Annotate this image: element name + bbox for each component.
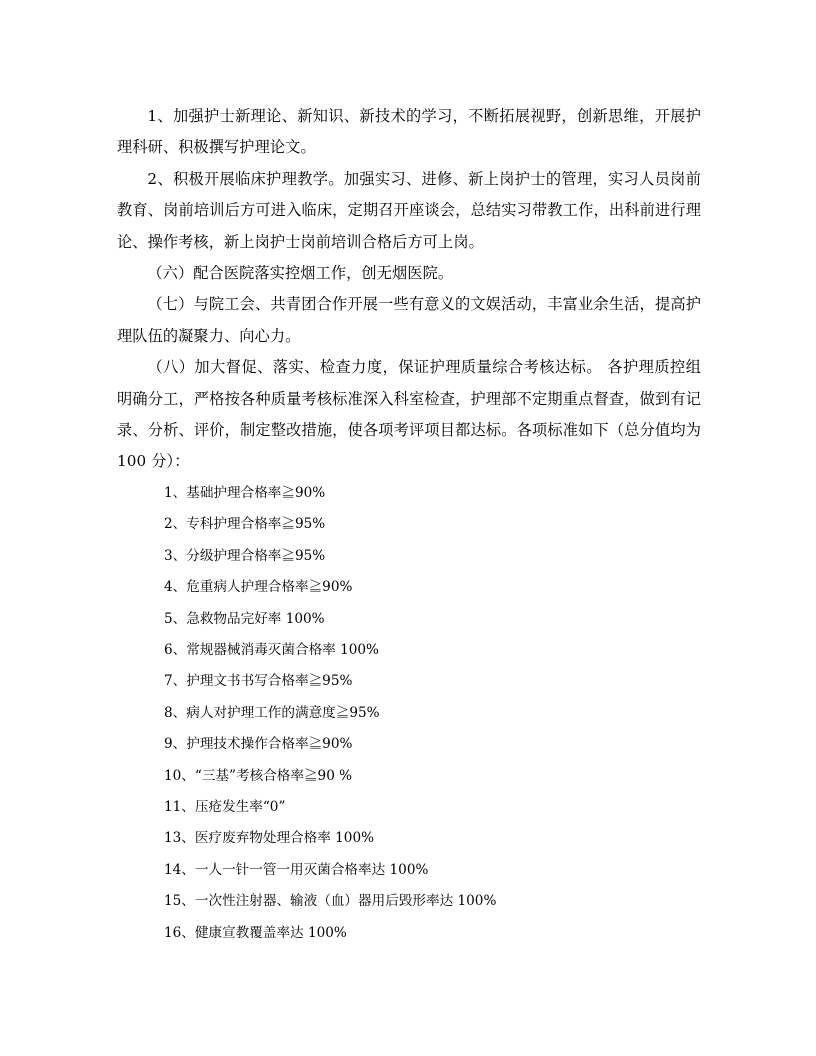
paragraph-clinical-teaching: 2、积极开展临床护理教学。加强实习、进修、新上岗护士的管理，实习人员岗前教育、岗前培训后方可进入临床，定期召开座谈会，总结实习带教工作，出科前进行理论、操作考核，新上岗护士岗前培训合格后方可上岗。: [117, 169, 701, 251]
paragraph-nursing-theory: 1、加强护士新理论、新知识、新技术的学习，不断拓展视野，创新思维，开展护理科研、积极撰写护理论文。: [117, 107, 701, 157]
list-item: 11、压疮发生率“0”: [164, 798, 286, 815]
list-item: 8、病人对护理工作的满意度≧95%: [164, 704, 380, 721]
list-item: 6、常规器械消毒灭菌合格率 100%: [164, 641, 379, 658]
list-item: 15、一次性注射器、输液（血）器用后毁形率达 100%: [164, 893, 497, 910]
list-item: 3、分级护理合格率≧95%: [164, 547, 326, 564]
list-item: 7、护理文书书写合格率≧95%: [164, 673, 353, 690]
paragraph-quality-supervision: （八）加大督促、落实、检查力度，保证护理质量综合考核达标。 各护理质控组明确分工，严格按各种质量考核标准深入科室检查，护理部不定期重点督查，做到有记录、分析、评价，制定整改措施，使各项考评项目都达标。各项标准如下（总分值均为 100 分）：: [117, 358, 701, 471]
list-item: 5、急救物品完好率 100%: [164, 610, 325, 627]
list-item: 1、基础护理合格率≧90%: [164, 484, 326, 501]
document-body: [117, 101, 701, 949]
list-item: 4、危重病人护理合格率≧90%: [164, 579, 353, 596]
paragraph-smoke-free: （六）配合医院落实控烟工作，创无烟医院。: [147, 264, 454, 283]
paragraph-cultural-activities: （七）与院工会、共青团合作开展一些有意义的文娱活动，丰富业余生活，提高护理队伍的凝聚力、向心力。: [117, 295, 701, 345]
list-item: 2、专科护理合格率≧95%: [164, 516, 326, 533]
list-item: 13、医疗废弃物处理合格率 100%: [164, 830, 375, 847]
list-item: 14、一人一针一管一用灭菌合格率达 100%: [164, 861, 429, 878]
list-item: 16、健康宣教覆盖率达 100%: [164, 924, 347, 941]
list-item: 10、“三基”考核合格率≧90 %: [164, 767, 353, 784]
standards-list: [117, 478, 701, 949]
list-item: 9、护理技术操作合格率≧90%: [164, 736, 353, 753]
